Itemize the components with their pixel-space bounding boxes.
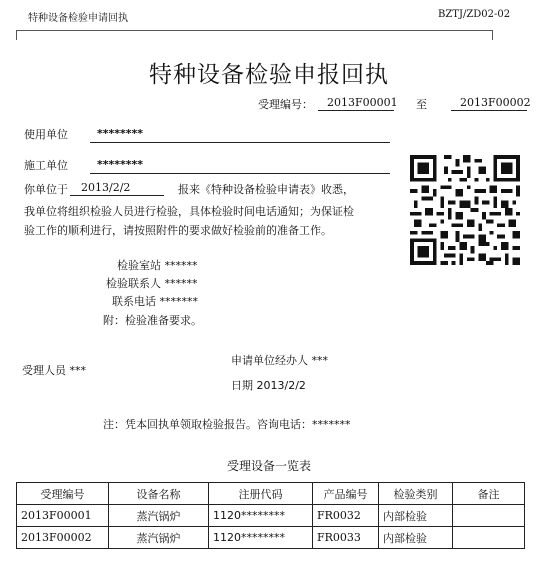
cell-acceptance-no: 2013F00002 [17, 527, 109, 549]
acceptance-from-underline [318, 110, 394, 111]
header-doc-code: BZTJ/ZD02-02 [438, 9, 511, 20]
table-row [17, 527, 525, 549]
table-row [17, 505, 525, 527]
column-header-inspection-type: 检验类别 [379, 483, 453, 505]
acceptance-number-from: 2013F00001 [327, 96, 398, 109]
cell-remarks [453, 527, 525, 549]
acceptance-to-underline [451, 110, 527, 111]
header-divider [16, 30, 493, 31]
cell-inspection-type: 内部检验 [379, 505, 453, 527]
construction-unit-value: ******** [97, 158, 144, 171]
contact-phone: 联系电话 ******* [112, 295, 198, 308]
construction-unit-underline [90, 173, 390, 174]
body-line3: 验工作的顺利进行，请按照附件的要求做好检验前的准备工作。 [24, 224, 332, 237]
attachment-note: 附：检验准备要求。 [103, 314, 202, 327]
construction-unit-label: 施工单位 [24, 159, 68, 172]
column-header-device-name: 设备名称 [109, 483, 209, 505]
cell-remarks [453, 505, 525, 527]
qr-code-icon [410, 155, 520, 265]
inspection-contact-person: 检验联系人 ****** [106, 277, 198, 290]
applicant-handler: 申请单位经办人 *** [231, 354, 328, 367]
column-header-acceptance-no: 受理编号 [17, 483, 109, 505]
column-header-product-no: 产品编号 [313, 483, 379, 505]
cell-product-no: FR0033 [313, 527, 379, 549]
user-unit-label: 使用单位 [24, 128, 68, 141]
cell-device-name: 蒸汽锅炉 [109, 505, 209, 527]
body-line1-suffix: 报来《特种设备检验申请表》收悉， [178, 183, 354, 196]
equipment-list-table [16, 482, 525, 549]
report-collection-note: 注：凭本回执单领取检验报告。咨询电话：******* [103, 418, 351, 431]
acceptance-range-separator: 至 [416, 98, 427, 111]
acceptance-number-label: 受理编号： [258, 98, 313, 111]
header-tick-left [16, 30, 17, 40]
inspection-station: 检验室站 ****** [117, 259, 198, 272]
cell-registration-code: 1120******** [209, 527, 313, 549]
body-line1-prefix: 你单位于 [24, 183, 68, 196]
column-header-registration-code: 注册代码 [209, 483, 313, 505]
header-tick-right [492, 30, 493, 40]
receiver-person: 受理人员 *** [22, 364, 86, 377]
cell-product-no: FR0032 [313, 505, 379, 527]
cell-inspection-type: 内部检验 [379, 527, 453, 549]
body-line2: 我单位将组织检验人员进行检验，具体检验时间电话通知；为保证检 [24, 205, 354, 218]
cell-acceptance-no: 2013F00001 [17, 505, 109, 527]
document-title: 特种设备检验申报回执 [149, 62, 389, 88]
cell-device-name: 蒸汽锅炉 [109, 527, 209, 549]
equipment-list-title: 受理设备一览表 [226, 459, 311, 473]
cell-registration-code: 1120******** [209, 505, 313, 527]
signature-date: 日期 2013/2/2 [231, 379, 306, 392]
header-doc-name: 特种设备检验申请回执 [28, 13, 128, 24]
submission-date: 2013/2/2 [81, 181, 131, 194]
acceptance-number-to: 2013F00002 [460, 96, 531, 109]
column-header-remarks: 备注 [453, 483, 525, 505]
user-unit-underline [90, 142, 390, 143]
user-unit-value: ******** [97, 127, 144, 140]
table-header-row [17, 483, 525, 505]
submission-date-underline [70, 195, 164, 196]
